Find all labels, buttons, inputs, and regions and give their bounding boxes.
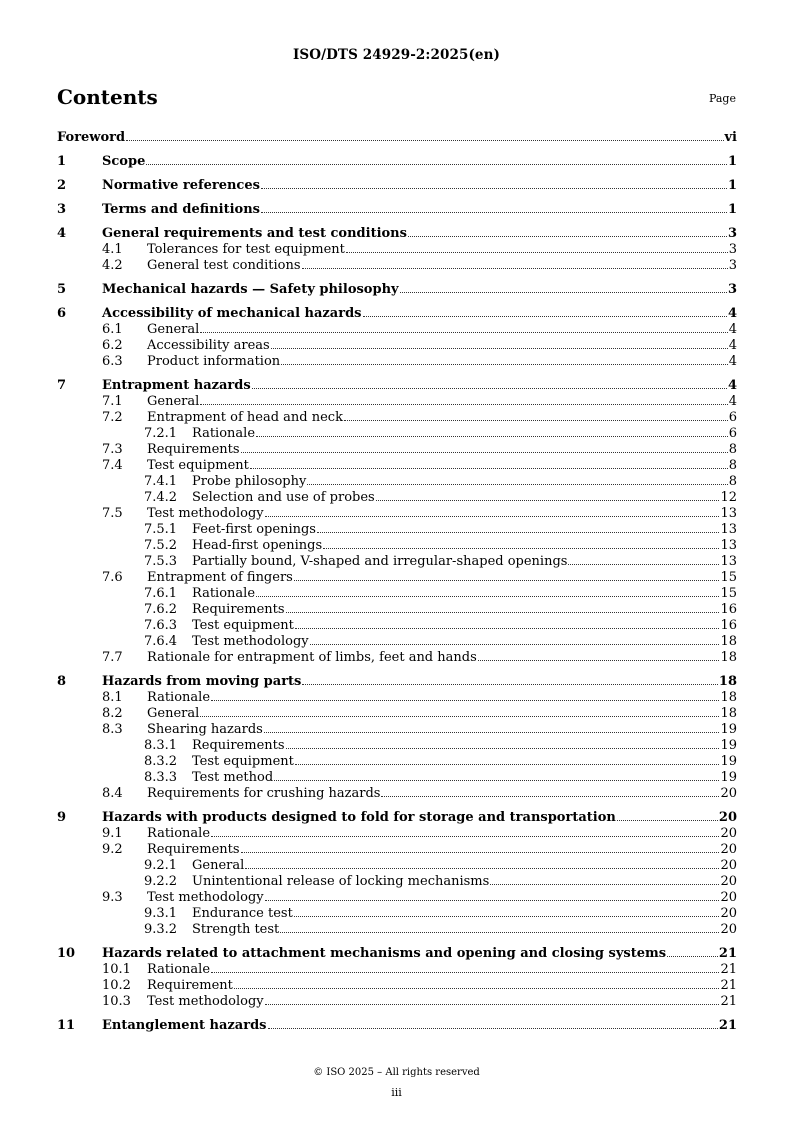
toc-entry-title[interactable]: General: [147, 706, 200, 721]
toc-entry-title[interactable]: Product information: [147, 354, 281, 369]
toc-entry-number: 6.3: [102, 354, 123, 369]
toc-entry-number: 2: [57, 178, 67, 193]
toc-entry-page[interactable]: 13: [720, 538, 737, 553]
toc-entry-page[interactable]: 21: [720, 978, 737, 993]
toc-entry[interactable]: [57, 377, 737, 394]
toc-entry-number: 7.2.1: [144, 426, 178, 441]
toc-entry-page[interactable]: 21: [720, 994, 737, 1009]
toc-entry-title[interactable]: Requirements: [192, 738, 285, 753]
toc-entry-title[interactable]: Entrapment of fingers: [147, 570, 293, 585]
toc-entry[interactable]: [57, 305, 737, 322]
dot-leader: [281, 364, 728, 365]
toc-entry[interactable]: [57, 874, 737, 890]
toc-entry-title[interactable]: Requirements: [192, 602, 285, 617]
dot-leader: [265, 900, 720, 901]
dot-leader: [317, 532, 719, 533]
toc-entry-title[interactable]: Foreword: [57, 130, 126, 145]
toc-entry-page[interactable]: 8: [728, 442, 737, 457]
toc-entry-page[interactable]: 4: [728, 338, 737, 353]
toc-entry-number: 7.7: [102, 650, 123, 665]
toc-entry-title[interactable]: Entanglement hazards: [102, 1018, 267, 1033]
toc-entry-number: 10.3: [102, 994, 131, 1009]
toc-entry-page[interactable]: 3: [727, 282, 737, 297]
toc-entry[interactable]: [57, 945, 737, 962]
toc-entry[interactable]: [57, 474, 737, 490]
toc-entry-page[interactable]: 19: [720, 754, 737, 769]
toc-entry-title[interactable]: Rationale for entrapment of limbs, feet and hands: [147, 650, 477, 665]
toc-entry-number: 8.3: [102, 722, 123, 737]
toc-entry-number: 7.6: [102, 570, 123, 585]
toc-entry-page[interactable]: 13: [720, 554, 737, 569]
toc-entry-number: 7.6.1: [144, 586, 178, 601]
toc-entry-page[interactable]: 20: [720, 922, 737, 937]
toc-entry[interactable]: [57, 842, 737, 858]
toc-entry-page[interactable]: vi: [724, 130, 737, 145]
toc-entry-number: 10.2: [102, 978, 131, 993]
toc-entry-title[interactable]: Feet-first openings: [192, 522, 316, 537]
dot-leader: [346, 252, 728, 253]
toc-entry[interactable]: [57, 770, 737, 786]
toc-entry-title[interactable]: Tolerances for test equipment: [147, 242, 345, 257]
dot-leader: [667, 956, 718, 957]
toc-entry-number: 7.6.3: [144, 618, 178, 633]
toc-entry-title[interactable]: Unintentional release of locking mechanisms: [192, 874, 490, 889]
toc-entry-page[interactable]: 18: [720, 634, 737, 649]
toc-entry[interactable]: [57, 570, 737, 586]
toc-entry-title[interactable]: Partially bound, V-shaped and irregular-shaped openings: [192, 554, 568, 569]
toc-entry[interactable]: [57, 690, 737, 706]
toc-entry[interactable]: [57, 129, 737, 146]
toc-entry[interactable]: [57, 673, 737, 690]
dot-leader: [294, 916, 720, 917]
toc-entry-title[interactable]: General: [192, 858, 245, 873]
toc-entry-page[interactable]: 8: [728, 474, 737, 489]
toc-entry-number: 8.1: [102, 690, 123, 705]
toc-entry-title[interactable]: Entrapment hazards: [102, 378, 251, 393]
toc-entry[interactable]: [57, 994, 737, 1010]
document-id-header: ISO/DTS 24929-2:2025(en): [292, 47, 501, 63]
dot-leader: [250, 468, 728, 469]
toc-entry-page[interactable]: 16: [720, 618, 737, 633]
toc-entry[interactable]: [57, 706, 737, 722]
toc-entry-number: 6: [57, 306, 67, 321]
toc-entry-page[interactable]: 16: [720, 602, 737, 617]
toc-entry[interactable]: [57, 522, 737, 538]
dot-leader: [241, 852, 720, 853]
toc-entry[interactable]: [57, 962, 737, 978]
dot-leader: [295, 764, 720, 765]
toc-entry-number: 8: [57, 674, 67, 689]
toc-entry-page[interactable]: 21: [720, 962, 737, 977]
toc-entry-title[interactable]: Test equipment: [192, 618, 294, 633]
toc-entry-number: 7.6.4: [144, 634, 178, 649]
toc-entry-number: 9.2.1: [144, 858, 178, 873]
toc-entry-page[interactable]: 4: [728, 354, 737, 369]
toc-entry-number: 7.5.1: [144, 522, 178, 537]
toc-entry-number: 7.4: [102, 458, 123, 473]
dot-leader: [323, 548, 719, 549]
toc-entry-page[interactable]: 18: [720, 650, 737, 665]
toc-entry-number: 1: [57, 154, 67, 169]
toc-entry-title[interactable]: Mechanical hazards — Safety philosophy: [102, 282, 399, 297]
toc-entry-page[interactable]: 3: [728, 242, 737, 257]
toc-entry-number: 4.1: [102, 242, 123, 257]
toc-entry-page[interactable]: 20: [720, 826, 737, 841]
toc-entry[interactable]: [57, 153, 737, 170]
toc-entry-page[interactable]: 6: [728, 410, 737, 425]
toc-entry[interactable]: [57, 322, 737, 338]
toc-entry-number: 6.1: [102, 322, 123, 337]
toc-entry-number: 7.2: [102, 410, 123, 425]
dot-leader: [146, 164, 727, 165]
dot-leader: [126, 140, 723, 141]
toc-entry[interactable]: [57, 442, 737, 458]
toc-entry-title[interactable]: Entrapment of head and neck: [147, 410, 343, 425]
dot-leader: [245, 868, 719, 869]
toc-entry[interactable]: [57, 410, 737, 426]
dot-leader: [211, 836, 719, 837]
toc-entry-page[interactable]: 18: [720, 706, 737, 721]
dot-leader: [295, 628, 720, 629]
dot-leader: [302, 268, 728, 269]
toc-entry-title[interactable]: Endurance test: [192, 906, 293, 921]
toc-entry-page[interactable]: 21: [718, 946, 737, 961]
toc-entry-number: 11: [57, 1018, 76, 1033]
toc-entry-number: 8.3.2: [144, 754, 178, 769]
toc-entry-page[interactable]: 8: [728, 458, 737, 473]
toc-entry-page[interactable]: 20: [720, 858, 737, 873]
toc-entry[interactable]: [57, 754, 737, 770]
toc-entry-page[interactable]: 1: [727, 178, 737, 193]
page-column-label: Page: [708, 92, 736, 105]
toc-entry-title[interactable]: Requirement: [147, 978, 233, 993]
toc-entry-title[interactable]: Shearing hazards: [147, 722, 263, 737]
toc-entry[interactable]: [57, 225, 737, 242]
toc-entry-page[interactable]: 20: [720, 906, 737, 921]
toc-entry-title[interactable]: Requirements for crushing hazards: [147, 786, 381, 801]
toc-entry-page[interactable]: 12: [720, 490, 737, 505]
toc-entry-number: 9.3.2: [144, 922, 178, 937]
toc-entry-page[interactable]: 3: [727, 226, 737, 241]
toc-entry-number: 9.2: [102, 842, 123, 857]
dot-leader: [265, 516, 720, 517]
toc-entry[interactable]: [57, 738, 737, 754]
toc-entry-title[interactable]: Terms and definitions: [102, 202, 260, 217]
toc-entry-number: 7.3: [102, 442, 123, 457]
toc-entry-number: 8.4: [102, 786, 123, 801]
toc-entry-title[interactable]: Rationale: [147, 962, 211, 977]
toc-entry[interactable]: [57, 338, 737, 354]
dot-leader: [400, 292, 727, 293]
toc-entry-number: 3: [57, 202, 67, 217]
dot-leader: [478, 660, 720, 661]
toc-entry-title[interactable]: Head-first openings: [192, 538, 323, 553]
toc-entry-number: 4: [57, 226, 67, 241]
toc-entry-page[interactable]: 1: [727, 202, 737, 217]
dot-leader: [310, 644, 720, 645]
dot-leader: [381, 796, 719, 797]
toc-entry[interactable]: [57, 538, 737, 554]
toc-entry-page[interactable]: 19: [720, 722, 737, 737]
copyright-notice: © ISO 2025 – All rights reserved: [313, 1067, 480, 1078]
dot-leader: [200, 332, 727, 333]
dot-leader: [294, 580, 720, 581]
toc-entry-number: 4.2: [102, 258, 123, 273]
toc-entry-number: 9.3: [102, 890, 123, 905]
toc-entry-title[interactable]: Rationale: [192, 586, 256, 601]
toc-entry[interactable]: [57, 426, 737, 442]
dot-leader: [252, 388, 727, 389]
toc-entry[interactable]: [57, 554, 737, 570]
toc-entry[interactable]: [57, 201, 737, 218]
toc-entry-number: 7.1: [102, 394, 123, 409]
toc-entry-page[interactable]: 18: [718, 674, 737, 689]
dot-leader: [256, 596, 719, 597]
toc-entry-title[interactable]: Strength test: [192, 922, 280, 937]
toc-entry-title[interactable]: Test equipment: [192, 754, 294, 769]
toc-entry[interactable]: [57, 978, 737, 994]
dot-leader: [286, 748, 720, 749]
toc-entry[interactable]: [57, 394, 737, 410]
toc-entry-title[interactable]: Test methodology: [147, 506, 264, 521]
dot-leader: [363, 316, 727, 317]
toc-entry-number: 9.3.1: [144, 906, 178, 921]
toc-entry[interactable]: [57, 177, 737, 194]
toc-entry-number: 7.5: [102, 506, 123, 521]
toc-entry[interactable]: [57, 650, 737, 666]
toc-entry[interactable]: [57, 858, 737, 874]
toc-entry-page[interactable]: 18: [720, 690, 737, 705]
dot-leader: [211, 972, 719, 973]
toc-entry-number: 5: [57, 282, 67, 297]
toc-entry-title[interactable]: Hazards from moving parts: [102, 674, 302, 689]
dot-leader: [307, 484, 727, 485]
toc-entry[interactable]: [57, 618, 737, 634]
dot-leader: [200, 716, 719, 717]
toc-entry[interactable]: [57, 490, 737, 506]
toc-entry-page[interactable]: 20: [720, 890, 737, 905]
toc-entry-title[interactable]: Selection and use of probes: [192, 490, 375, 505]
toc-entry[interactable]: [57, 786, 737, 802]
toc-entry-title[interactable]: Test methodology: [147, 890, 264, 905]
toc-entry[interactable]: [57, 634, 737, 650]
toc-entry-title[interactable]: Rationale: [147, 690, 211, 705]
toc-entry[interactable]: [57, 890, 737, 906]
dot-leader: [617, 820, 718, 821]
toc-entry[interactable]: [57, 242, 737, 258]
toc-entry-number: 8.2: [102, 706, 123, 721]
toc-entry-number: 6.2: [102, 338, 123, 353]
dot-leader: [234, 988, 720, 989]
dot-leader: [568, 564, 719, 565]
toc-entry-title[interactable]: Rationale: [192, 426, 256, 441]
toc-entry-title[interactable]: Accessibility of mechanical hazards: [102, 306, 362, 321]
toc-entry[interactable]: [57, 809, 737, 826]
dot-leader: [200, 404, 727, 405]
toc-entry-number: 7.5.2: [144, 538, 178, 553]
toc-entry-title[interactable]: Requirements: [147, 842, 240, 857]
toc-entry[interactable]: [57, 258, 737, 274]
toc-entry-title[interactable]: Hazards with products designed to fold for storage and transportation: [102, 810, 616, 825]
toc-entry-title[interactable]: Accessibility areas: [147, 338, 270, 353]
toc-entry-number: 8.3.3: [144, 770, 178, 785]
dot-leader: [490, 884, 719, 885]
toc-entry-number: 10.1: [102, 962, 131, 977]
toc-entry-number: 7.5.3: [144, 554, 178, 569]
dot-leader: [261, 188, 727, 189]
toc-entry-page[interactable]: 20: [720, 842, 737, 857]
toc-entry[interactable]: [57, 826, 737, 842]
toc-entry[interactable]: [57, 586, 737, 602]
toc-entry[interactable]: [57, 722, 737, 738]
dot-leader: [286, 612, 720, 613]
toc-entry-page[interactable]: 4: [728, 394, 737, 409]
page-number: iii: [391, 1086, 402, 1099]
toc-entry-title[interactable]: Test equipment: [147, 458, 249, 473]
dot-leader: [408, 236, 727, 237]
dot-leader: [344, 420, 728, 421]
dot-leader: [256, 436, 728, 437]
dot-leader: [265, 1004, 720, 1005]
dot-leader: [302, 684, 718, 685]
dot-leader: [268, 1028, 718, 1029]
dot-leader: [261, 212, 727, 213]
toc-entry-number: 8.3.1: [144, 738, 178, 753]
toc-entry-page[interactable]: 6: [728, 426, 737, 441]
toc-entry[interactable]: [57, 1017, 737, 1034]
toc-entry-title[interactable]: Test methodology: [192, 634, 309, 649]
dot-leader: [274, 780, 719, 781]
toc-entry-page[interactable]: 1: [727, 154, 737, 169]
dot-leader: [280, 932, 719, 933]
toc-entry-page[interactable]: 4: [728, 322, 737, 337]
toc-entry-number: 7: [57, 378, 67, 393]
toc-entry[interactable]: [57, 458, 737, 474]
toc-entry-title[interactable]: Probe philosophy: [192, 474, 307, 489]
toc-entry-number: 9.2.2: [144, 874, 178, 889]
dot-leader: [211, 700, 719, 701]
toc-entry-page[interactable]: 21: [718, 1018, 737, 1033]
toc-entry-page[interactable]: 15: [720, 570, 737, 585]
toc-entry-number: 7.6.2: [144, 602, 178, 617]
toc-entry-page[interactable]: 19: [720, 738, 737, 753]
toc-entry-number: 9: [57, 810, 67, 825]
toc-entry-number: 7.4.2: [144, 490, 178, 505]
toc-entry-page[interactable]: 3: [728, 258, 737, 273]
toc-entry-page[interactable]: 20: [718, 810, 737, 825]
toc-entry[interactable]: [57, 922, 737, 938]
toc-entry[interactable]: [57, 906, 737, 922]
toc-entry-page[interactable]: 4: [727, 378, 737, 393]
toc-entry-title[interactable]: Hazards related to attachment mechanisms and opening and closing systems: [102, 946, 667, 961]
toc-entry-page[interactable]: 4: [727, 306, 737, 321]
toc-entry-page[interactable]: 20: [720, 874, 737, 889]
dot-leader: [376, 500, 720, 501]
toc-entry-page[interactable]: 15: [720, 586, 737, 601]
toc-entry[interactable]: [57, 354, 737, 370]
toc-entry-number: 10: [57, 946, 76, 961]
toc-entry-page[interactable]: 19: [720, 770, 737, 785]
toc-entry[interactable]: [57, 602, 737, 618]
toc-entry-number: 7.4.1: [144, 474, 178, 489]
toc-entry[interactable]: [57, 506, 737, 522]
toc-entry-title[interactable]: Test methodology: [147, 994, 264, 1009]
dot-leader: [271, 348, 728, 349]
table-of-contents: [57, 129, 737, 1034]
dot-leader: [264, 732, 720, 733]
toc-entry-title[interactable]: Requirements: [147, 442, 240, 457]
toc-entry-title[interactable]: General test conditions: [147, 258, 301, 273]
toc-entry-title[interactable]: Test method: [192, 770, 274, 785]
toc-entry-page[interactable]: 13: [720, 506, 737, 521]
toc-entry-title[interactable]: Normative references: [102, 178, 260, 193]
toc-entry-number: 9.1: [102, 826, 123, 841]
toc-entry-page[interactable]: 13: [720, 522, 737, 537]
page-title: Contents: [57, 85, 158, 109]
toc-entry-title[interactable]: General: [147, 322, 200, 337]
toc-entry-title[interactable]: Scope: [102, 154, 146, 169]
dot-leader: [241, 452, 728, 453]
toc-entry-title[interactable]: Rationale: [147, 826, 211, 841]
toc-entry-title[interactable]: General requirements and test conditions: [102, 226, 407, 241]
toc-entry-page[interactable]: 20: [720, 786, 737, 801]
toc-entry-title[interactable]: General: [147, 394, 200, 409]
toc-entry[interactable]: [57, 281, 737, 298]
